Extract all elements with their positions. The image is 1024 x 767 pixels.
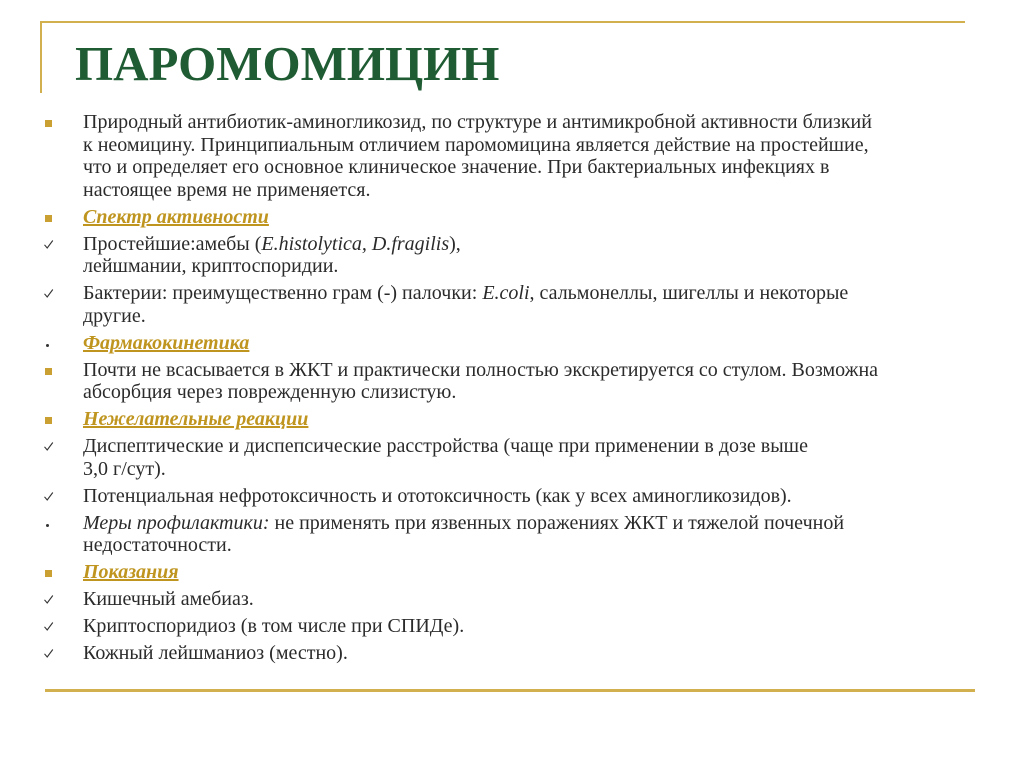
list-item-toxicity xyxy=(0,485,1024,508)
slide-title: ПАРОМОМИЦИН xyxy=(75,36,500,91)
text-line: Почти не всасывается в ЖКТ и практически полностью экскретируется со стулом. Возможна xyxy=(83,358,879,381)
list-item-bacteria xyxy=(0,282,1024,327)
italic-species-name: E.coli xyxy=(482,282,530,304)
list-item-amebiasis xyxy=(0,588,1024,611)
list-item-description xyxy=(0,111,1024,201)
text-line xyxy=(83,561,1024,584)
section-heading-indications xyxy=(0,561,1024,584)
text-segment: Бактерии: преимущественно грам (-) палочки: xyxy=(83,282,483,304)
list-item-leishmaniasis xyxy=(0,642,1024,665)
slide-body xyxy=(0,111,1024,665)
check-icon xyxy=(43,239,54,250)
section-heading-text: Фармакокинетика xyxy=(83,331,250,354)
text-line xyxy=(83,332,1024,355)
section-heading-text: Спектр активности xyxy=(83,205,269,228)
dot-bullet-icon xyxy=(46,344,49,347)
section-heading-text: Нежелательные реакции xyxy=(83,408,309,430)
list-item-cryptosporidiosis xyxy=(0,615,1024,638)
text-segment: не применять при язвенных поражениях ЖКТ и тяжелой почечной xyxy=(269,511,845,534)
check-icon xyxy=(43,441,54,452)
text-line xyxy=(83,233,1024,256)
bottom-accent-line xyxy=(45,689,975,692)
square-bullet-icon xyxy=(45,215,52,222)
text-line xyxy=(83,206,1024,229)
text-line: Криптоспоридиоз (в том числе при СПИДе). xyxy=(83,615,465,637)
check-icon xyxy=(43,491,54,502)
text-line xyxy=(83,282,1024,305)
text-line: Диспептические и диспепсические расстройства (чаще при применении в дозе выше xyxy=(83,435,808,457)
section-heading-adverse-reactions xyxy=(0,408,1024,431)
top-accent-line xyxy=(40,21,965,23)
square-bullet-icon xyxy=(45,417,52,424)
text-line: 3,0 г/сут). xyxy=(83,457,166,480)
text-segment: , сальмонеллы, шигеллы и некоторые xyxy=(529,282,849,304)
text-line: другие. xyxy=(83,304,146,327)
check-icon xyxy=(43,594,54,605)
text-line: что и определяет его основное клиническое значение. При бактериальных инфекциях в xyxy=(83,156,830,178)
text-line: недостаточности. xyxy=(83,534,232,556)
text-line: лейшмании, криптоспоридии. xyxy=(83,255,339,277)
section-heading-text: Показания xyxy=(83,561,179,583)
text-line: Кожный лейшманиоз (местно). xyxy=(83,642,348,664)
check-icon xyxy=(43,288,54,299)
list-item-dyspepsia xyxy=(0,435,1024,480)
text-line xyxy=(83,512,1024,535)
text-segment: Простейшие:амебы ( xyxy=(83,232,262,255)
square-bullet-icon xyxy=(45,368,52,375)
section-heading-pharmacokinetics xyxy=(0,332,1024,355)
text-line: Потенциальная нефротоксичность и ототоксичность (как у всех аминогликозидов). xyxy=(83,484,792,507)
list-item-absorption xyxy=(0,359,1024,404)
left-accent-line xyxy=(40,21,42,93)
square-bullet-icon xyxy=(45,570,52,577)
text-segment: ), xyxy=(449,232,461,255)
square-bullet-icon xyxy=(45,120,52,127)
check-icon xyxy=(43,648,54,659)
check-icon xyxy=(43,621,54,632)
text-line: Кишечный амебиаз. xyxy=(83,588,254,610)
text-line: настоящее время не применяется. xyxy=(83,178,371,201)
text-line xyxy=(83,408,1024,431)
italic-species-names: E.histolytica, D.fragilis xyxy=(261,232,450,255)
dot-bullet-icon xyxy=(46,524,49,527)
section-heading-spectrum xyxy=(0,206,1024,229)
text-line: к неомицину. Принципиальным отличием паромомицина является действие на простейшие, xyxy=(83,133,869,156)
list-item-protozoa xyxy=(0,233,1024,278)
list-item-prevention xyxy=(0,512,1024,557)
text-line: абсорбция через поврежденную слизистую. xyxy=(83,381,457,403)
text-line: Природный антибиотик-аминогликозид, по структуре и антимикробной активности близкий xyxy=(83,111,872,133)
italic-label: Меры профилактики: xyxy=(83,511,270,534)
